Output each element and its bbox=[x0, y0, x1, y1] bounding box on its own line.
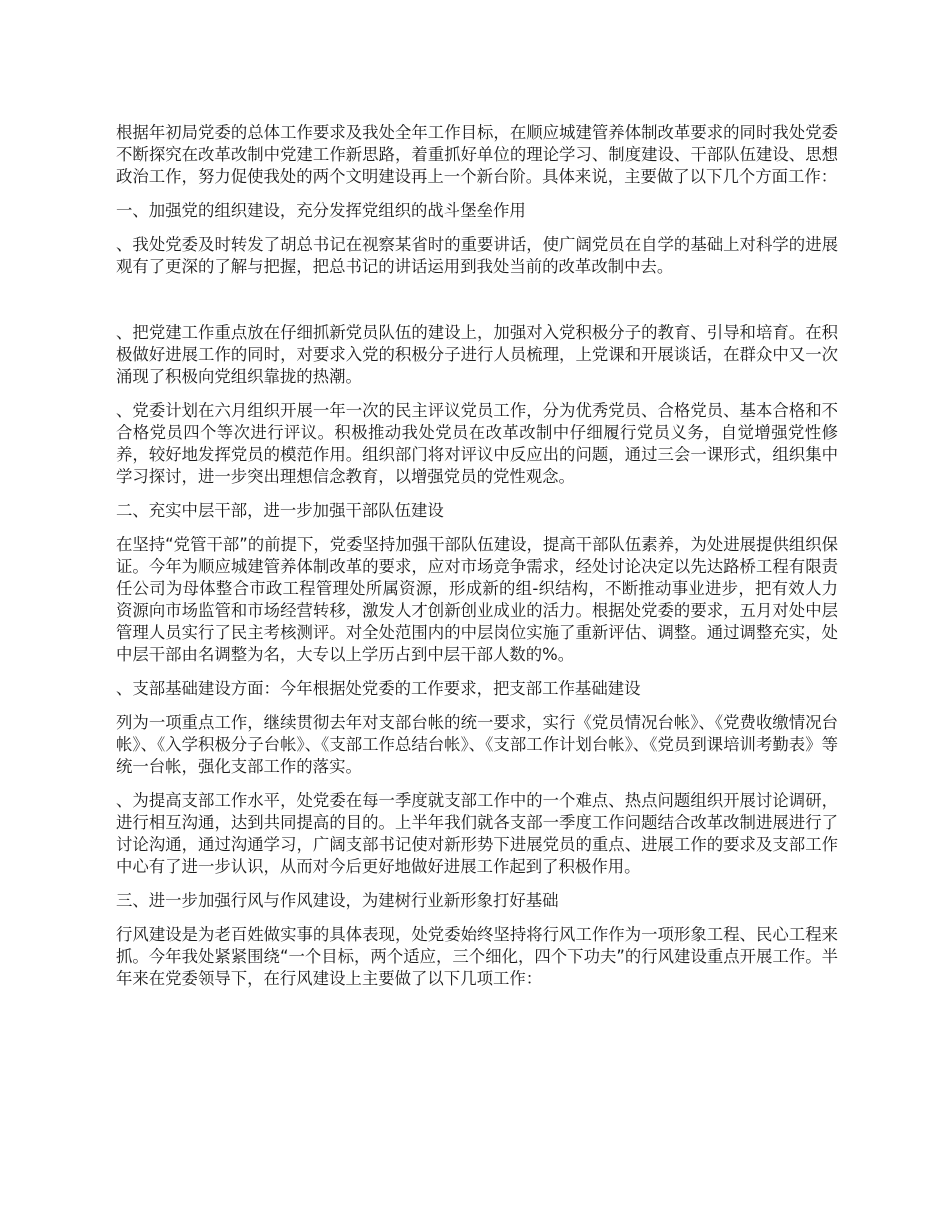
body-paragraph: 列为一项重点工作，继续贯彻去年对支部台帐的统一要求，实行《党员情况台帐》、《党费收缴情况台帐》、《入学积极分子台帐》、《支部工作总结台帐》、《支部工作计划台帐》、《党员到课培训考勤表》等统一台帐，强化支部工作的落实。 bbox=[116, 713, 838, 776]
document-body bbox=[116, 122, 838, 1002]
intro-paragraph: 根据年初局党委的总体工作要求及我处全年工作目标，在顺应城建管养体制改革要求的同时我处党委不断探究在改革改制中党建工作新思路，着重抓好单位的理论学习、制度建设、干部队伍建设、思想政治工作，努力促使我处的两个文明建设再上一个新台阶。具体来说，主要做了以下几个方面工作： bbox=[116, 123, 838, 186]
blank-spacer bbox=[116, 290, 838, 322]
body-paragraph: 、党委计划在六月组织开展一年一次的民主评议党员工作，分为优秀党员、合格党员、基本合格和不合格党员四个等次进行评议。积极推动我处党员在改革改制中仔细履行党员义务，自觉增强党性修养，较好地发挥党员的模范作用。组织部门将对评议中反应出的问题，通过三会一课形式，组织集中学习探讨，进一步突出理想信念教育，以增强党员的党性观念。 bbox=[116, 401, 838, 486]
body-paragraph: 、把党建工作重点放在仔细抓新党员队伍的建设上，加强对入党积极分子的教育、引导和培育。在积极做好进展工作的同时，对要求入党的积极分子进行人员梳理，上党课和开展谈话，在群众中又一次涌现了积极向党组织靠拢的热潮。 bbox=[116, 323, 838, 386]
section-heading-3: 三、进一步加强行风与作风建设，为建树行业新形象打好基础 bbox=[116, 891, 559, 910]
section-heading-1: 一、加强党的组织建设，充分发挥党组织的战斗堡垒作用 bbox=[116, 201, 526, 220]
body-paragraph: 行风建设是为老百姓做实事的具体表现，处党委始终坚持将行风工作作为一项形象工程、民心工程来抓。今年我处紧紧围绕“一个目标，两个适应，三个细化，四个下功夫”的行风建设重点开展工作。半年来在党委领导下，在行风建设上主要做了以下几项工作： bbox=[116, 925, 838, 988]
body-paragraph: 、支部基础建设方面：今年根据处党委的工作要求，把支部工作基础建设 bbox=[116, 679, 641, 698]
body-paragraph: 、为提高支部工作水平，处党委在每一季度就支部工作中的一个难点、热点问题组织开展讨论调研，进行相互沟通，达到共同提高的目的。上半年我们就各支部一季度工作问题结合改革改制进展进行了讨论沟通，通过沟通学习，广阔支部书记使对新形势下进展党员的重点、进展工作的要求及支部工作中心有了进一步认识，从而对今后更好地做好进展工作起到了积极作用。 bbox=[116, 791, 838, 876]
section-heading-2: 二、充实中层干部，进一步加强干部队伍建设 bbox=[116, 501, 444, 520]
body-paragraph: 、我处党委及时转发了胡总书记在视察某省时的重要讲话，使广阔党员在自学的基础上对科学的进展观有了更深的了解与把握，把总书记的讲话运用到我处当前的改革改制中去。 bbox=[116, 235, 838, 276]
body-paragraph: 在坚持“党管干部”的前提下，党委坚持加强干部队伍建设，提高干部队伍素养，为处进展提供组织保证。今年为顺应城建管养体制改革的要求，应对市场竞争需求，经处讨论决定以先达路桥工程有限责任公司为母体整合市政工程管理处所属资源，形成新的组-织结构，不断推动事业进步，把有效人力资源向市场监管和市场经营转移，激发人才创新创业成业的活力。根据处党委的要求，五月对处中层管理人员实行了民主考核测评。对全处范围内的中层岗位实施了重新评估、调整。通过调整充实，处中层干部由名调整为名，大专以上学历占到中层干部人数的%。 bbox=[116, 535, 838, 664]
